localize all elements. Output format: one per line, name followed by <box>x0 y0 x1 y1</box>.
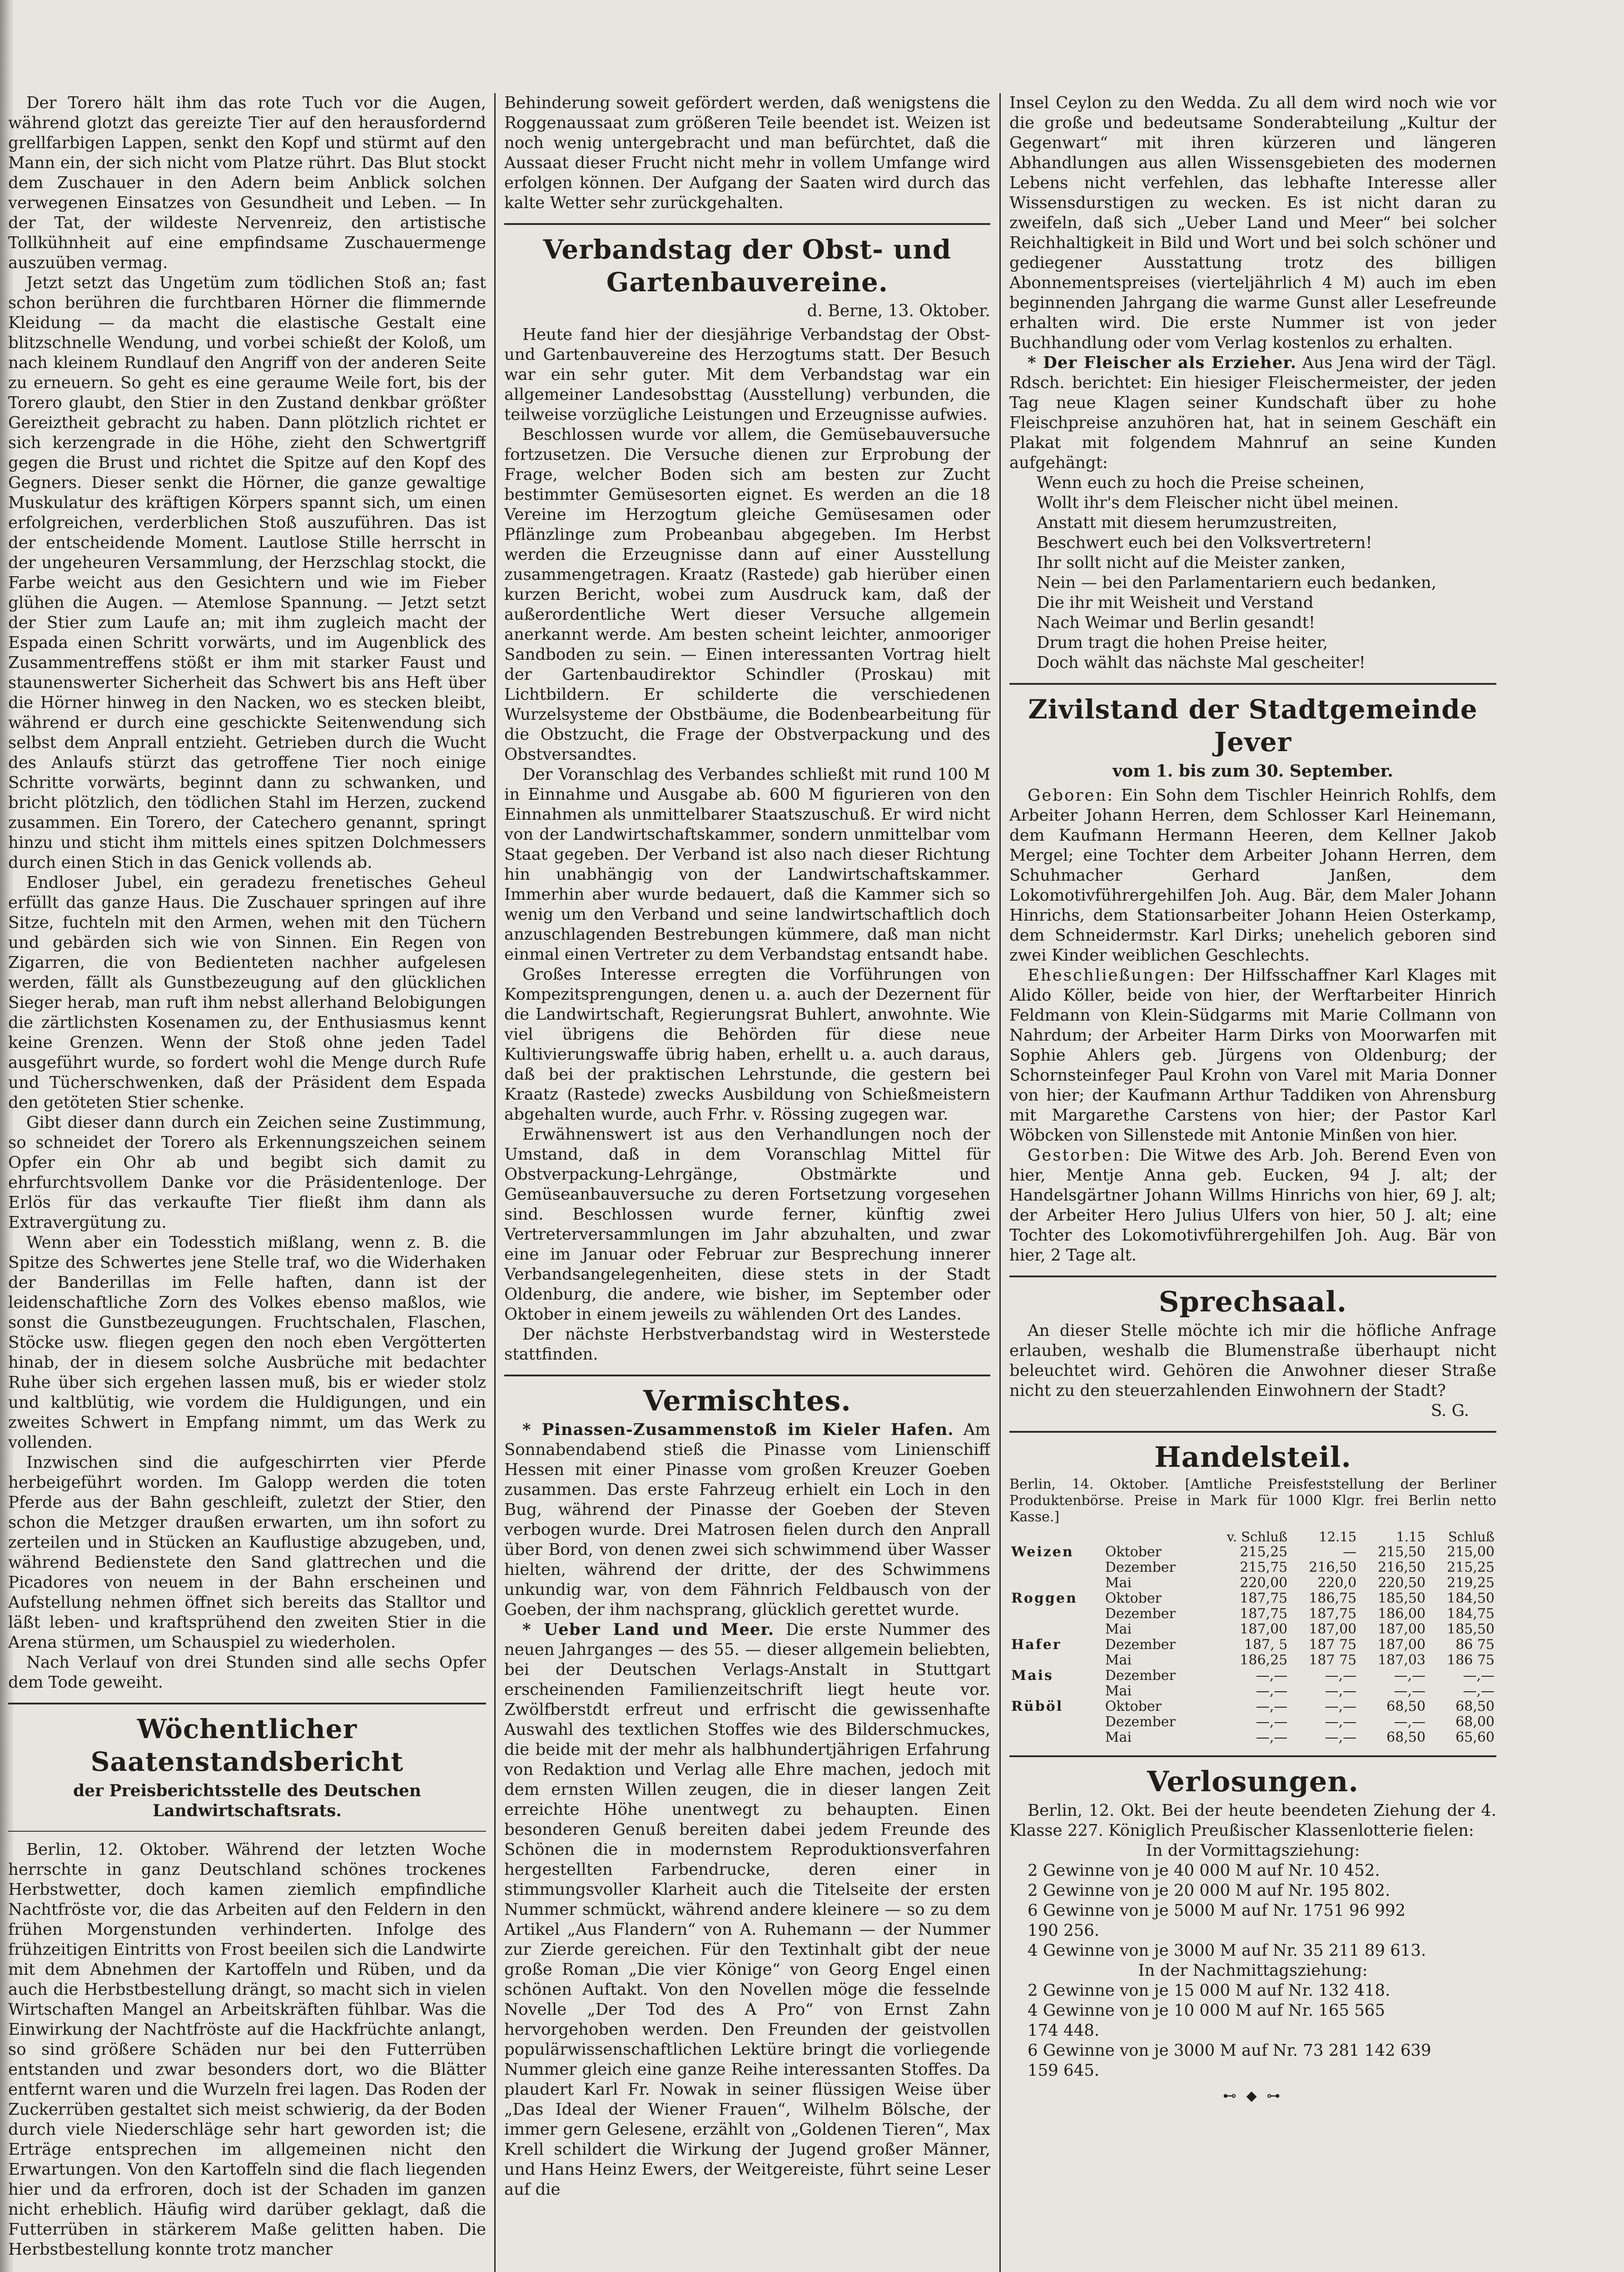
price-cell: 187, 5 <box>1244 1637 1288 1653</box>
price-table <box>1009 1529 1496 1745</box>
price-cell: —,— <box>1256 1668 1288 1684</box>
price-cell: 187 75 <box>1309 1637 1357 1653</box>
price-cell: —,— <box>1325 1668 1357 1684</box>
price-row <box>1009 1714 1496 1730</box>
grain-name <box>1009 1714 1103 1730</box>
lottery-line: 6 Gewinne von je 5000 M auf Nr. 1751 96 992 <box>1028 1901 1406 1920</box>
price-cell: 186,00 <box>1378 1606 1426 1622</box>
price-cell: 215,75 <box>1240 1560 1288 1575</box>
price-cell: 187,75 <box>1309 1606 1357 1622</box>
sprechsaal-headline: Sprechsaal. <box>1158 1285 1347 1318</box>
verlosungen-headline: Verlosungen. <box>1147 1765 1359 1798</box>
price-cell: —,— <box>1463 1668 1495 1684</box>
price-header-row <box>1009 1529 1496 1545</box>
price-row <box>1009 1575 1496 1591</box>
price-row <box>1009 1653 1496 1668</box>
price-cell: 215,50 <box>1378 1544 1426 1560</box>
geboren-section <box>1009 786 1496 966</box>
geboren-text: Ein Sohn dem Tischler Heinrich Rohlfs, dem Arbeiter Johann Herren, dem Schlosser Karl Heinemann, dem Kaufmann Hermann Heeren, dem Kellner Jakob Mergel; eine Tochter dem Arbeiter Johann Herren, dem Schuhmacher Gerhard Janßen, dem Lokomotivführergehilfen Joh. Aug. Bär, dem Maler Johann Hinrichs, dem Stationsarbeiter Johann Heien Osterkamp, dem Schneidermstr. Karl Dirks; unehelich geboren sind zwei Kinder weiblichen Geschlechts. <box>1009 786 1496 965</box>
price-row <box>1009 1606 1496 1622</box>
delivery-month: Oktober <box>1105 1544 1162 1560</box>
delivery-month: Dezember <box>1105 1637 1176 1653</box>
land-und-meer-item <box>504 1620 990 2200</box>
eheschliessungen-text: Der Hilfsschaffner Karl Klages mit Alido Köller, beide von hier, der Werftarbeiter Hinrich Feldmann von Klein-Südgarms mit Marie Collmann von Nahrdum; der Arbeiter Harm Dirks von Moorwarfen mit Sophie Ahlers geb. Jürgens von Oldenburg; der Schornsteinfeger Paul Krohn von Varel mit Maria Donner von hier; der Kaufmann Arthur Taddiken von Ahrensburg mit Margarethe Carstens von hier; der Pastor Karl Wöbcken von Sillenstede mit Antonie Minßen von hier. <box>1009 966 1496 1145</box>
price-cell: —,— <box>1256 1699 1288 1714</box>
verbandstag-paragraph: Beschlossen wurde vor allem, die Gemüsebauversuche fortzusetzen. Die Versuche dienen zur Erprobung der Frage, welcher Boden sich am besten zur Zucht bestimmter Gemüsesorten eignet. Es werden an die 18 Vereine im Herzogtum gleiche Gemüsesamen oder Pflänzlinge zum Probeanbau abgegeben. Im Herbst werden die Erzeugnisse dann auf einer Ausstellung zusammengetragen. Kraatz (Rastede) gab hierüber einen kurzen Bericht, wobei zum Ausdruck kam, daß der außerordentliche Wert dieser Versuche allgemein anerkannt werde. Am besten scheint leichter, anmooriger Sandboden zu sein. — Einen interessanten Vortrag hielt der Gartenbaudirektor Schindler (Proskau) mit Lichtbildern. Er schilderte die verschiedenen Wurzelsysteme der Obstbäume, die Bodenbearbeitung für die Obstzucht, die Frage der Obstverpackung und des Obstversandtes. <box>504 425 990 764</box>
column-3 <box>1009 93 1496 2272</box>
price-cell: 65,60 <box>1455 1729 1495 1745</box>
torero-paragraph: Nach Verlauf von drei Stunden sind alle sechs Opfer dem Tode geweiht. <box>8 1653 486 1692</box>
verbandstag-paragraph: Der Voranschlag des Verbandes schließt mit rund 100 M in Einnahme und Ausgabe ab. 600 M figurieren von den Einnahmen als unmittelbarer Staatszuschuß. Er wird nicht von der Landwirtschaftskammer, sondern unmittelbar vom Staat gegeben. Der Verband ist also nach dieser Richtung hin unabhängig von der Landwirtschaftskammer. Immerhin aber wurde bedauert, daß die Kammer sich so wenig um den Verband und seine landwirtschaftlich doch anzuschlagenden Bestrebungen kümmere, daß man nicht einmal einen Vertreter zu dem Verbandstag entsandt habe. <box>504 765 990 964</box>
price-row <box>1009 1668 1496 1684</box>
price-cell: 220,0 <box>1317 1575 1357 1591</box>
price-cell: 185,50 <box>1378 1590 1426 1606</box>
poem-line: Beschwert euch bei den Volksvertretern! <box>1037 533 1372 552</box>
end-ornament: ⊷ ◆ ⊶ <box>1222 2088 1283 2104</box>
verbandstag-paragraph: Der nächste Herbstverbandstag wird in Westerstede stattfinden. <box>504 1325 990 1364</box>
price-cell: 187,00 <box>1240 1621 1288 1637</box>
price-cell: —,— <box>1394 1714 1426 1730</box>
grain-name: Mais <box>1011 1668 1053 1684</box>
poem-line: Wollt ihr's dem Fleischer nicht übel meinen. <box>1037 493 1399 512</box>
lottery-line: 174 448. <box>1028 2021 1100 2040</box>
sprechsaal-signature: S. G. <box>1430 1401 1469 1420</box>
price-cell: 215,25 <box>1240 1544 1288 1560</box>
price-cell: 68,00 <box>1455 1714 1495 1730</box>
pinassen-keyword: * Pinassen-Zusammenstoß im Kieler Hafen. <box>522 1420 954 1439</box>
grain-name: Rüböl <box>1011 1699 1063 1714</box>
price-row <box>1009 1637 1496 1653</box>
price-cell: 187,00 <box>1309 1621 1357 1637</box>
poem-line: Wenn euch zu hoch die Preise scheinen, <box>1037 473 1365 492</box>
delivery-month: Mai <box>1105 1652 1132 1668</box>
saatenstand-subheadline: der Preisberichtsstelle des Deutschen Landwirtschaftsrats. <box>73 1781 421 1820</box>
price-header-cell: v. Schluß <box>1227 1529 1288 1545</box>
price-cell: 86 75 <box>1455 1637 1495 1653</box>
delivery-month: Mai <box>1105 1575 1132 1591</box>
price-cell: 186,75 <box>1309 1590 1357 1606</box>
land-und-meer-keyword: * Ueber Land und Meer. <box>522 1620 775 1639</box>
torero-paragraph: Endloser Jubel, ein geradezu frenetisches Geheul erfüllt das ganze Haus. Die Zuschauer springen auf ihre Sitze, fuchteln mit den Armen, wehen mit den Tüchern und gebärden sich wie von Sinnen. Ein Regen von Zigarren, die von Bedienteten nachher aufgelesen werden, fällt als Gunstbezeugung auf den glücklichen Sieger herab, man ruft ihm nebst allerhand Belobigungen die zärtlichsten Kosenamen zu, der Enthusiasmus kennt keine Grenzen. Wenn der Stoß ohne jeden Tadel ausgeführt wurde, so fordert wohl die Menge durch Rufe und Tücherschwenken, daß der Präsident dem Espada den getöteten Stier schenke. <box>8 873 486 1112</box>
price-cell: 187,00 <box>1378 1621 1426 1637</box>
price-cell: —,— <box>1463 1683 1495 1699</box>
grain-name <box>1009 1684 1103 1699</box>
price-row <box>1009 1591 1496 1606</box>
nachmittag-list <box>1009 1981 1496 2081</box>
delivery-month: Mai <box>1105 1621 1132 1637</box>
nachmittag-label: In der Nachmittagsziehung: <box>1138 1961 1368 1980</box>
delivery-month: Dezember <box>1105 1714 1176 1730</box>
poem-line: Ihr sollt nicht auf die Meister zanken, <box>1037 553 1346 572</box>
price-cell: 219,25 <box>1447 1575 1495 1591</box>
column-1 <box>8 93 486 2272</box>
price-cell: — <box>1343 1544 1357 1560</box>
poem-line: Die ihr mit Weisheit und Verstand <box>1037 593 1314 612</box>
price-cell: 186 75 <box>1447 1652 1495 1668</box>
verbandstag-paragraph: Heute fand hier der diesjährige Verbandstag der Obst- und Gartenbauvereine des Herzogtums statt. Der Besuch war ein sehr guter. Mit dem Verbandstag war ein allgemeiner Landesobsttag (Ausstellung) verbunden, die teilweise vorzügliche Leistungen und Erzeugnisse aufwies. <box>504 325 990 424</box>
price-header-cell <box>1009 1529 1103 1545</box>
lottery-line: 2 Gewinne von je 20 000 M auf Nr. 195 802. <box>1028 1881 1391 1900</box>
grain-name <box>1009 1606 1103 1622</box>
delivery-month: Dezember <box>1105 1606 1176 1622</box>
lottery-line: 2 Gewinne von je 15 000 M auf Nr. 132 418. <box>1028 1981 1391 2000</box>
torero-paragraph: Der Torero hält ihm das rote Tuch vor die Augen, während glotzt das gereizte Tier auf den herausfordernd grellfarbigen Lappen, senkt den Kopf und stürmt auf den Mann ein, der sich nicht vom Platze rührt. Das Blut stockt dem Zuschauer in den Adern beim Anblick solchen verwegenen Einsatzes von Gesundheit und Leben. — In der Tat, der wildeste Nervenreiz, den artistische Tollkühnheit auf eine empfindsame Zuschauermenge auszuüben vermag. <box>8 94 486 272</box>
delivery-month: Oktober <box>1105 1699 1162 1714</box>
lottery-line: 190 256. <box>1028 1921 1100 1940</box>
torero-paragraph: Jetzt setzt das Ungetüm zum tödlichen Stoß an; fast schon berühren die furchtbaren Hörner die flimmernde Kleidung — da macht die elastische Gestalt eine blitzschnelle Wendung, und vorbei schießt der Koloß, um nach kleinem Rundlauf den Angriff von der anderen Seite zu erneuern. So geht es eine geraume Weile fort, bis der Torero glaubt, den Stier in den Zustand denkbar größter Gereiztheit gebracht zu haben. Dann plötzlich richtet er sich kerzengrade in die Höhe, zieht den Schwertgriff gegen die Brust und richtet die Spitze auf den Kopf des Gegners. Dieser senkt die Hörner, die ganze gewaltige Muskulatur des kräftigen Körpers spannt sich, um einen erfolgreichen, verderblichen Stoß auszuführen. Das ist der entscheidende Moment. Lautlose Stille herrscht in der ungeheuren Versammlung, der Herzschlag stockt, die Farbe weicht aus den Gesichtern und wie im Fieber glühen die Augen. — Atemlose Spannung. — Jetzt setzt der Stier zum Laufe an; mit ihm zugleich macht der Espada einen Schritt vorwärts, und im Augenblick des Zusammentreffens stößt er ihm mit starker Faust und staunenswerter Sicherheit das Schwert bis ans Heft über die Hörner hinweg in den Nacken, wo es stecken bleibt, während er durch eine geschickte Seitenwendung sich selbst dem Anprall entzieht. Getrieben durch die Wucht des Anlaufs stürzt das getroffene Tier noch einige Schritte vorwärts, beginnt dann zu schwanken, und bricht plötzlich, den tödlichen Stahl im Herzen, zuckend zusammen. Ein Torero, der Catechero genannt, springt hinzu und sticht ihm mittels eines spitzen Dolchmessers durch einen Stich in das Genick vollends ab. <box>8 274 486 872</box>
sprechsaal-text: An dieser Stelle möchte ich mir die höfliche Anfrage erlauben, weshalb die Blumenstraße überhaupt nicht beleuchtet wird. Gehören die Anwohner dieser Straße nicht zu den steuerzahlenden Einwohnern der Stadt? <box>1009 1321 1496 1400</box>
delivery-month: Oktober <box>1105 1590 1162 1606</box>
poem-line: Doch wählt das nächste Mal gescheiter! <box>1037 653 1366 672</box>
price-cell: 187,75 <box>1240 1590 1288 1606</box>
price-cell: —,— <box>1256 1714 1288 1730</box>
poem-line: Drum tragt die hohen Preise heiter, <box>1037 633 1328 652</box>
column-rule <box>1009 1431 1496 1433</box>
vermischtes-headline: Vermischtes. <box>643 1384 851 1417</box>
price-cell: 68,50 <box>1386 1729 1426 1745</box>
price-row <box>1009 1545 1496 1560</box>
price-cell: 186,25 <box>1240 1652 1288 1668</box>
fleischer-text: Aus Jena wird der Tägl. Rdsch. berichtet: Ein hiesiger Fleischermeister, der jeden Tag neue Klagen seiner Kundschaft über zu hohe Fleischpreise anzuhören hat, hat in seinem Geschäft ein Plakat mit folgendem Mahnruf an seine Kunden aufgehängt: <box>1009 354 1496 472</box>
column-divider <box>999 93 1001 2272</box>
lottery-line: 4 Gewinne von je 3000 M auf Nr. 35 211 89 613. <box>1028 1941 1426 1960</box>
price-cell: 187,00 <box>1378 1637 1426 1653</box>
column-rule <box>8 1831 486 1832</box>
price-cell: 216,50 <box>1309 1560 1357 1575</box>
gestorben-section <box>1009 1146 1496 1266</box>
price-cell: 68,50 <box>1386 1699 1426 1714</box>
torero-article <box>8 93 486 1693</box>
poem-line: Nach Weimar und Berlin gesandt! <box>1037 613 1316 632</box>
verbandstag-paragraph: Großes Interesse erregten die Vorführungen von Kompezitsprengungen, denen u. a. auch der Dezernent für die Landwirtschaft, Regierungsrat Buhlert, anwohnte. Wie viel übrigens die Behörden für diese neue Kultivierungswaffe übrig haben, erhellt u. a. auch daraus, daß bei der praktischen Lehrstunde, die gestern bei Kraatz (Rastede) zwecks Ausbildung von Schießmeistern abgehalten wurde, auch Frhr. v. Rössing zugegen war. <box>504 965 990 1124</box>
torero-paragraph: Wenn aber ein Todesstich mißlang, wenn z. B. die Spitze des Schwertes jene Stelle traf, wo die Widerhaken der Banderillas im Felle haften, dann ist der leidenschaftliche Zorn des Volkes ebenso maßlos, wie sonst die Gunstbezeugungen. Fruchtschalen, Flaschen, Stöcke usw. fliegen gegen den noch eben Vergötterten hinab, der in diesem solche Ausbrüche mit bedachter Ruhe über sich ergehen lassen muß, bis er wieder stolz und kaltblütig, wie vordem die Huldigungen, und ein zweites Schwert in Empfang nimmt, um das Werk zu vollenden. <box>8 1233 486 1452</box>
column-rule <box>1009 683 1496 685</box>
fleischer-poem <box>1009 473 1496 673</box>
price-cell: 187 75 <box>1309 1652 1357 1668</box>
price-cell: —,— <box>1256 1683 1288 1699</box>
grain-name <box>1009 1560 1103 1575</box>
price-row <box>1009 1699 1496 1714</box>
price-cell: 184,50 <box>1447 1590 1495 1606</box>
verbandstag-dateline: d. Berne, 13. Oktober. <box>807 302 990 320</box>
delivery-month: Mai <box>1105 1683 1132 1699</box>
price-cell: —,— <box>1394 1668 1426 1684</box>
vormittag-list <box>1009 1861 1496 1961</box>
lottery-line: 2 Gewinne von je 40 000 M auf Nr. 10 452. <box>1028 1861 1380 1880</box>
torero-paragraph: Inzwischen sind die aufgeschirrten vier Pferde herbeigeführt worden. Im Galopp werden die toten Pferde aus der Bahn geschleift, zuletzt der Stier, den schon die Metzger draußen erwarten, um ihn sofort zu zerteilen und in Stücken an Kauflustige abzugeben, und, während Bedienstete den Sand glattrechen und die Picadores von neuem in der Bahn erscheinen und Aufstellung nehmen öffnet sich bereits das Stalltor und läßt leben- und kraftsprühend den zweiten Stier in die Arena stürmen, um Schauspiel zu wiederholen. <box>8 1453 486 1652</box>
price-header-cell: 12.15 <box>1319 1529 1357 1545</box>
gestorben-label: Gestorben: <box>1028 1146 1132 1165</box>
price-cell: —,— <box>1256 1729 1288 1745</box>
lottery-line: 6 Gewinne von je 3000 M auf Nr. 73 281 142 639 <box>1028 2041 1431 2060</box>
column-divider <box>494 93 496 2272</box>
column-rule <box>504 223 990 225</box>
delivery-month: Mai <box>1105 1729 1132 1745</box>
verbandstag-paragraph: Erwähnenswert ist aus den Verhandlungen noch der Umstand, daß in dem Voranschlag Mittel für Obstverpackung-Lehrgänge, Obstmärkte und Gemüseanbauversuche zu deren Fortsetzung vorgesehen sind. Beschlossen wurde ferner, künftig zwei Vertreterversammlungen im Jahr abzuhalten, und zwar eine im Januar oder Februar zur Besprechung innerer Verbandsangelegenheiten, diese stets in der Stadt Oldenburg, die andere, wie bisher, im September oder Oktober in einem jeweils zu wählenden Ort des Landes. <box>504 1125 990 1324</box>
gestorben-text: Die Witwe des Arb. Joh. Berend Even von hier, Mentje Anna geb. Eucken, 94 J. alt; der Handelsgärtner Johann Willms Hinrichs von hier, 69 J. alt; der Arbeiter Hero Julius Ulfers von hier, 50 J. alt; eine Tochter des Lokomotivführergehilfen Joh. Aug. Bär von hier, 2 Tage alt. <box>1009 1146 1496 1265</box>
column-rule <box>1009 1276 1496 1277</box>
geboren-label: Geboren: <box>1028 786 1114 805</box>
price-cell: —,— <box>1325 1714 1357 1730</box>
grain-name <box>1009 1730 1103 1745</box>
delivery-month: Dezember <box>1105 1560 1176 1575</box>
grain-name <box>1009 1622 1103 1637</box>
verbandstag-article <box>504 325 990 1365</box>
verbandstag-headline: Verbandstag der Obst- und Gartenbauvereine. <box>543 234 952 298</box>
price-cell: 216,50 <box>1378 1560 1426 1575</box>
land-und-meer-text: Die erste Nummer des neuen Jahrganges — des 55. — dieser allgemein beliebten, bei der Deutschen Verlags-Anstalt in Stuttgart erscheinenden Familienzeitschrift liegt heute vor. Zwölfberstdt erfreut und erfrischt die gewissenhafte Auswahl des textlichen Stoffes wie des Bilderschmuckes, die beide mit der mehr als halbhundertjährigen Erfahrung von Redaktion und Verlag alle Ehre machen, jedoch mit dem ernsten Willen zeugen, die in dieser langen Zeit erreichte Höhe unentwegt zu behaupten. Einen besonderen Genuß bereiten dabei jedem Freunde des Schönen die in modernstem Reproduktionsverfahren hergestellten Farbendrucke, deren einer in stimmungsvoller Klarheit auch die Titelseite der ersten Nummer schmückt, während andere kleinere — so zu dem Artikel „Aus Flandern“ von A. Ruhemann — der Nummer zur Zierde gereichen. Für den Textinhalt gibt der neue große Roman „Die vier Könige“ von Georg Engel einen schönen Auftakt. Von den Novellen möge die fesselnde Novelle „Der Tod des A Pro“ von Ernst Zahn hervorgehoben werden. Den Freunden der geistvollen populärwissenschaftlichen Lektüre bringt die vorliegende Nummer gleich eine ganze Reihe interessanten Stoffes. Da plaudert Karl Fr. Nowak in seiner flüssigen Weise über „Das Ideal der Wiener Frauen“, Wilhelm Bölsche, der immer gern Gelesene, erzählt von „Goldenen Tieren“, Max Krell schildert die Wirkung der Jugend großer Männer, und Hans Heinz Ewers, der Weitgereiste, führt seine Leser auf die <box>504 1620 990 2199</box>
column-2 <box>504 93 990 2272</box>
handelsteil-intro: Berlin, 14. Oktober. [Amtliche Preisfeststellung der Berliner Produktenbörse. Preise in Mark für 1000 Klgr. frei Berlin netto Kasse.] <box>1009 1476 1496 1525</box>
grain-name: Weizen <box>1011 1544 1074 1560</box>
lottery-line: 4 Gewinne von je 10 000 M auf Nr. 165 565 <box>1028 2001 1385 2020</box>
price-header-cell: Schluß <box>1448 1529 1495 1545</box>
price-row <box>1009 1730 1496 1745</box>
price-cell: 220,00 <box>1240 1575 1288 1591</box>
price-cell: 215,25 <box>1447 1560 1495 1575</box>
pinassen-item <box>504 1420 990 1620</box>
grain-name: Roggen <box>1011 1590 1078 1606</box>
grain-name: Hafer <box>1011 1637 1062 1653</box>
eheschliessungen-label: Eheschließungen: <box>1028 966 1196 985</box>
column-rule <box>8 1703 486 1704</box>
grain-name <box>1009 1653 1103 1668</box>
column-rule <box>504 1375 990 1376</box>
price-cell: —,— <box>1325 1699 1357 1714</box>
column-rule <box>1009 1755 1496 1757</box>
vormittag-label: In der Vormittagsziehung: <box>1146 1841 1360 1860</box>
poem-line: Nein — bei den Parlamentariern euch bedanken, <box>1037 573 1437 592</box>
grain-name <box>1009 1575 1103 1591</box>
price-header-cell: 1.15 <box>1396 1529 1426 1545</box>
saatenstand-text: Berlin, 12. Oktober. Während der letzten Woche herrschte in ganz Deutschland schönes trockenes Herbstwetter, doch kamen ziemlich empfindliche Nachtfröste vor, die das Arbeiten auf den Feldern in den frühen Morgenstunden verhinderten. Infolge des frühzeitigen Eintritts von Frost beeilen sich die Landwirte mit dem Abnehmen der Kartoffeln und Rüben, und da auch die Herbstbestellung drängt, so macht sich in vielen Wirtschaften Mangel an Arbeitskräften fühlbar. Was die Einwirkung der Nachtfröste auf die Hackfrüchte anlangt, so sind größere Schäden nur bei den Futterrüben entstanden und zwar besonders dort, wo die Blätter entfernt waren und die Wurzeln frei lagen. Das Roden der Zuckerrüben gestaltet sich meist schwierig, da der Boden durch viele Niederschläge sehr hart geworden ist; die Erträge entsprechen im allgemeinen nicht den Erwartungen. Von den Kartoffeln sind die flach liegenden hier und da erfroren, doch ist der Schaden im ganzen nicht erheblich. Häufig wird darüber geklagt, daß die Futterrüben in stärkerem Maße gelitten haben. Die Herbstbestellung konnte trotz mancher <box>8 1840 486 2259</box>
price-cell: 187,75 <box>1240 1606 1288 1622</box>
price-cell: 187,03 <box>1378 1652 1426 1668</box>
zivilstand-headline: Zivilstand der Stadtgemeinde Jever <box>1028 694 1478 757</box>
zivilstand-subheadline: vom 1. bis zum 30. September. <box>1112 762 1393 781</box>
poem-line: Anstatt mit diesem herumzustreiten, <box>1037 513 1337 532</box>
price-row <box>1009 1560 1496 1575</box>
saatenstand-headline: Wöchentlicher Saatenstandsbericht <box>90 1714 404 1777</box>
price-header-cell <box>1103 1529 1203 1545</box>
price-cell: —,— <box>1394 1683 1426 1699</box>
price-cell: —,— <box>1325 1683 1357 1699</box>
price-cell: 184,75 <box>1447 1606 1495 1622</box>
price-row <box>1009 1684 1496 1699</box>
torero-paragraph: Gibt dieser dann durch ein Zeichen seine Zustimmung, so schneidet der Torero als Erkennungszeichen seinem Opfer ein Ohr ab und begibt sich damit zu ehrfurchtsvollem Danke vor die Präsidentenloge. Der Erlös für das verkaufte Tier fließt ihm dann als Extravergütung zu. <box>8 1113 486 1232</box>
delivery-month: Dezember <box>1105 1668 1176 1684</box>
pinassen-text: Am Sonnabendabend stieß die Pinasse vom Linienschiff Hessen mit einer Pinasse vom großen Kreuzer Goeben zusammen. Das erste Fahrzeug erhielt ein Loch in den Bug, während der Pinasse der Goeben der Steven verbogen wurde. Drei Matrosen fielen durch den Anprall über Bord, von denen zwei sich schwimmend über Wasser hielten, während der dritte, der des Schwimmens unkundig war, von dem Fähnrich Feldbausch von der Goeben, der ihm nachsprang, glücklich gerettet wurde. <box>504 1420 990 1619</box>
price-cell: 68,50 <box>1455 1699 1495 1714</box>
fleischer-keyword: * Der Fleischer als Erzieher. <box>1028 354 1297 372</box>
price-cell: —,— <box>1325 1729 1357 1745</box>
land-und-meer-continuation: Insel Ceylon zu den Wedda. Zu all dem wird noch wie vor die große und bedeutsame Sonderabteilung „Kultur der Gegenwart“ mit ihren kürzeren und längeren Abhandlungen aus allen Wissensgebieten des modernen Lebens nicht verfehlen, das lebhafte Interesse aller Wissensdurstigen zu wecken. Es ist nicht daran zu zweifeln, daß sich „Ueber Land und Meer“ bei solcher Reichhaltigkeit in Bild und Wort und bei solch schöner und gediegener Ausstattung trotz des billigen Abonnementspreises (vierteljährlich 4 M) auch im eben beginnenden Jahrgang die warme Gunst aller Lesefreunde erhalten wird. Die erste Nummer ist von jeder Buchhandlung oder vom Verlag kostenlos zu erhalten. <box>1009 94 1496 352</box>
handelsteil-headline: Handelsteil. <box>1154 1440 1351 1474</box>
price-cell: 185,50 <box>1447 1621 1495 1637</box>
verlosungen-intro: Berlin, 12. Okt. Bei der heute beendeten Ziehung der 4. Klasse 227. Königlich Preußischer Klassenlotterie fielen: <box>1009 1801 1496 1840</box>
price-row <box>1009 1622 1496 1637</box>
saatenstand-continuation: Behinderung soweit gefördert werden, daß wenigstens die Roggenaussaat zum größeren Teile beendet ist. Weizen ist noch wenig untergebracht und man befürchtet, daß die Aussaat dieser Frucht nicht mehr in vollem Umfange wird erfolgen können. Der Aufgang der Saaten wird durch das kalte Wetter sehr zurückgehalten. <box>504 94 990 212</box>
eheschliessungen-section <box>1009 966 1496 1146</box>
lottery-line: 159 645. <box>1028 2061 1100 2080</box>
price-cell: 215,00 <box>1447 1544 1495 1560</box>
fleischer-item <box>1009 353 1496 473</box>
price-cell: 220,50 <box>1378 1575 1426 1591</box>
